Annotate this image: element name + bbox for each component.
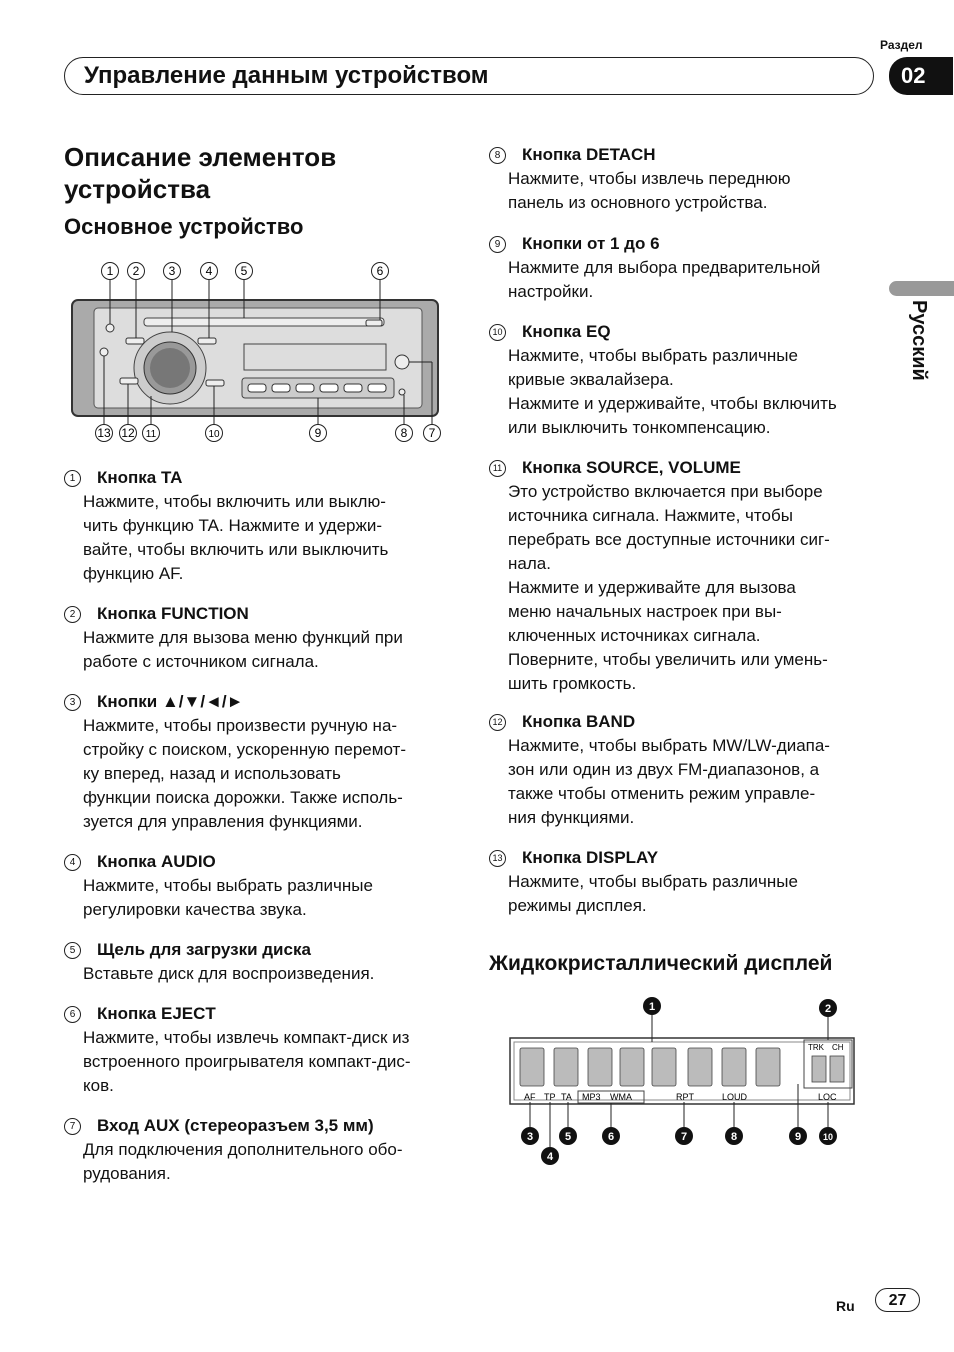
svg-text:1: 1 [106, 264, 114, 278]
callout-2 [128, 263, 145, 280]
svg-text:1: 1 [648, 1001, 656, 1013]
callout-4 [201, 263, 218, 280]
callout-13 [96, 425, 113, 442]
svg-text:3: 3 [526, 1131, 534, 1143]
lcd-callout-8 [725, 1127, 743, 1145]
item-aux-input: 7 Вход AUX (стереоразъем 3,5 мм) Для подключения дополнительного обо- рудования. [64, 1114, 454, 1186]
svg-text:8: 8 [400, 426, 408, 440]
item-source-volume: 11 Кнопка SOURCE, VOLUME Это устройство включается при выборе источника сигнала. Нажмите, чтобы перебрать все доступные источники сиг- нала. Нажмите и удерживайте для вызова меню начальных настроек при вы- ключенных источниках сигнала. Поверните, чтобы увеличить или умень- шить громкость. [489, 456, 884, 696]
page-number: 27 [875, 1288, 920, 1312]
lcd-callout-6 [602, 1127, 620, 1145]
svg-text:9: 9 [794, 1131, 802, 1143]
lcd-callout-2 [819, 999, 837, 1017]
item-disc-slot: 5 Щель для загрузки диска Вставьте диск для воспроизведения. [64, 938, 454, 986]
lcd-wma-label: WMA [610, 1092, 632, 1102]
item-band-button: 12 Кнопка BAND Нажмите, чтобы выбрать MW/LW-диапа- зон или один из двух FM-диапазонов, а также чтобы отменить режим управле- ния функциями. [489, 710, 884, 830]
callout-6 [372, 263, 389, 280]
svg-text:2: 2 [824, 1003, 832, 1015]
callout-12 [120, 425, 137, 442]
head-unit-diagram [64, 256, 454, 446]
callout-10 [206, 425, 223, 442]
callout-3 [164, 263, 181, 280]
svg-text:10: 10 [208, 429, 220, 440]
callout-7 [424, 425, 441, 442]
lcd-loc-label: LOC [818, 1092, 837, 1102]
footer-language: Ru [836, 1298, 855, 1314]
svg-text:2: 2 [132, 264, 140, 278]
lcd-callout-4 [541, 1147, 559, 1165]
callout-1 [102, 263, 119, 280]
svg-text:7: 7 [680, 1131, 688, 1143]
item-eject-button: 6 Кнопка EJECT Нажмите, чтобы извлечь компакт-диск из встроенного проигрывателя компакт-дис- ков. [64, 1002, 454, 1098]
svg-text:8: 8 [730, 1131, 738, 1143]
item-eq-button: 10 Кнопка EQ Нажмите, чтобы выбрать различные кривые эквалайзера. Нажмите и удерживайте, чтобы включить или выключить тонкомпенсацию. [489, 320, 884, 440]
svg-text:9: 9 [314, 426, 322, 440]
svg-text:12: 12 [121, 426, 135, 440]
item-audio-button: 4 Кнопка AUDIO Нажмите, чтобы выбрать различные регулировки качества звука. [64, 850, 454, 922]
svg-text:6: 6 [376, 264, 384, 278]
item-detach-button: 8 Кнопка DETACH Нажмите, чтобы извлечь переднюю панель из основного устройства. [489, 143, 884, 215]
lcd-mp3-label: MP3 [582, 1092, 601, 1102]
item-function-button: 2 Кнопка FUNCTION Нажмите для вызова меню функций при работе с источником сигнала. [64, 602, 454, 674]
lcd-af-label: AF [524, 1092, 536, 1102]
lcd-tp-label: TP [544, 1092, 556, 1102]
lcd-diagram [500, 994, 870, 1170]
lcd-callout-3 [521, 1127, 539, 1145]
item-display-button: 13 Кнопка DISPLAY Нажмите, чтобы выбрать различные режимы дисплея. [489, 846, 884, 918]
lcd-loud-label: LOUD [722, 1092, 748, 1102]
svg-text:5: 5 [564, 1131, 572, 1143]
item-preset-buttons: 9 Кнопки от 1 до 6 Нажмите для выбора предварительной настройки. [489, 232, 884, 304]
language-tab-label: Русский [908, 300, 930, 381]
svg-text:4: 4 [546, 1151, 554, 1163]
svg-text:7: 7 [428, 426, 436, 440]
lcd-rpt-label: RPT [676, 1092, 694, 1102]
lcd-callout-7 [675, 1127, 693, 1145]
main-heading: Описание элементов устройства [64, 142, 337, 204]
lcd-trk-label: TRK [808, 1043, 824, 1052]
lcd-callout-10 [819, 1127, 837, 1145]
language-tab-marker [889, 281, 954, 296]
lcd-ta-label: TA [561, 1092, 572, 1102]
callout-5 [236, 263, 253, 280]
svg-text:13: 13 [97, 426, 111, 440]
svg-text:6: 6 [607, 1131, 615, 1143]
lcd-ch-label: CH [832, 1043, 844, 1052]
lcd-heading: Жидкокристаллический дисплей [489, 952, 833, 975]
svg-text:4: 4 [205, 264, 213, 278]
lcd-callout-9 [789, 1127, 807, 1145]
callout-8 [396, 425, 413, 442]
item-arrow-buttons: 3 Кнопки ▲/▼/◄/► Нажмите, чтобы произвести ручную на- стройку с поиском, ускоренную перемот- ку вперед, назад и использовать функции поиска дорожки. Также исполь- зуется для управления функциями. [64, 690, 454, 834]
svg-text:5: 5 [240, 264, 248, 278]
lcd-callout-5 [559, 1127, 577, 1145]
item-ta-button: 1 Кнопка TA Нажмите, чтобы включить или выклю- чить функцию TA. Нажмите и удержи- вайте, чтобы включить или выключить функцию AF. [64, 466, 454, 586]
section-number-badge: 02 [889, 57, 953, 95]
lcd-callout-1 [643, 997, 661, 1015]
section-label: Раздел [880, 38, 923, 52]
svg-text:11: 11 [145, 429, 157, 440]
page-header-title: Управление данным устройством [84, 62, 489, 89]
sub-heading-main-unit: Основное устройство [64, 214, 304, 239]
callout-9 [310, 425, 327, 442]
callout-11 [143, 425, 160, 442]
svg-text:10: 10 [822, 1132, 834, 1142]
svg-text:3: 3 [168, 264, 176, 278]
